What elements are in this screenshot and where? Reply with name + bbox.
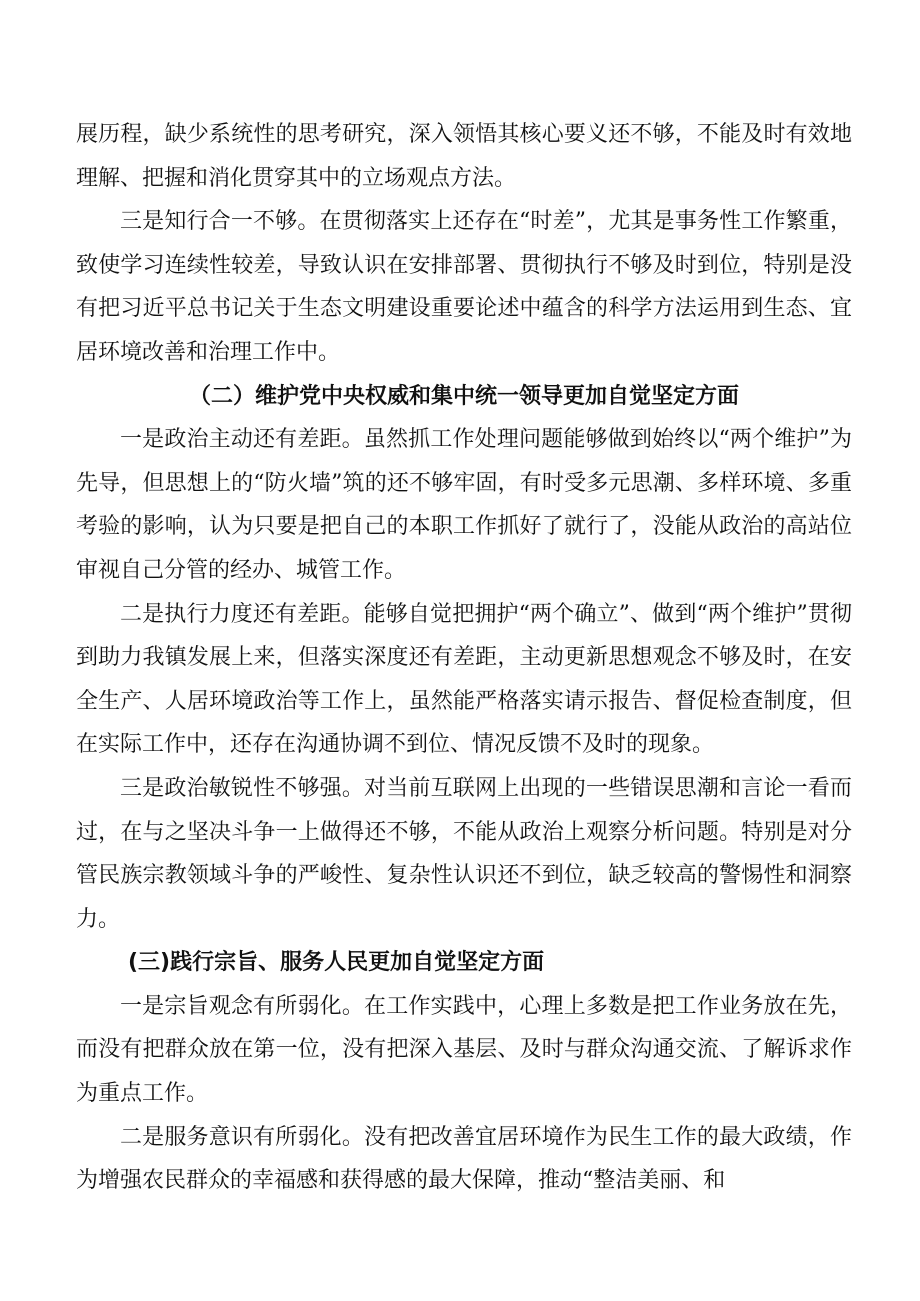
paragraph-political-sensitivity: 三是政治敏锐性不够强。对当前互联网上出现的一些错误思潮和言论一看而过，在与之坚决斗争一上做得还不够，不能从政治上观察分析问题。特别是对分管民族宗教领域斗争的严峻性、复杂性认识还不到位，缺乏较高的警惕性和洞察力。 bbox=[76, 775, 852, 932]
section-heading-3: (三)践行宗旨、服务人民更加自觉坚定方面 bbox=[128, 950, 545, 976]
document-body bbox=[76, 113, 852, 1203]
paragraph-service: 二是服务意识有所弱化。没有把改善宜居环境作为民生工作的最大政绩，作为增强农民群众的幸福感和获得感的最大保障，推动“整洁美丽、和 bbox=[76, 1124, 852, 1194]
paragraph-political-initiative: 一是政治主动还有差距。虽然抓工作处理问题能够做到始终以“两个维护”为先导，但思想上的“防火墙”筑的还不够牢固，有时受多元思潮、多样环境、多重考验的影响，认为只要是把自己的本职工作抓好了就行了，没能从政治的高站位审视自己分管的经办、城管工作。 bbox=[76, 427, 852, 583]
paragraph-knowledge-action: 三是知行合一不够。在贯彻落实上还存在“时差”，尤其是事务性工作繁重，致使学习连续性较差，导致认识在安排部署、贯彻执行不够及时到位，特别是没有把习近平总书记关于生态文明建设重要论述中蕴含的科学方法运用到生态、宜居环境改善和治理工作中。 bbox=[76, 209, 852, 365]
paragraph-purpose: 一是宗旨观念有所弱化。在工作实践中，心理上多数是把工作业务放在先，而没有把群众放在第一位，没有把深入基层、及时与群众沟通交流、了解诉求作为重点工作。 bbox=[76, 993, 852, 1107]
paragraph-execution: 二是执行力度还有差距。能够自觉把拥护“两个确立”、做到“两个维护”贯彻到助力我镇发展上来，但落实深度还有差距，主动更新思想观念不够及时，在安全生产、人居环境政治等工作上，虽然能严格落实请示报告、督促检查制度，但在实际工作中，还存在沟通协调不到位、情况反馈不及时的现象。 bbox=[76, 601, 852, 758]
paragraph-continuation: 展历程，缺少系统性的思考研究，深入领悟其核心要义还不够，不能及时有效地理解、把握和消化贯穿其中的立场观点方法。 bbox=[76, 122, 852, 191]
section-heading-2: （二）维护党中央权威和集中统一领导更加自觉坚定方面 bbox=[188, 383, 739, 409]
